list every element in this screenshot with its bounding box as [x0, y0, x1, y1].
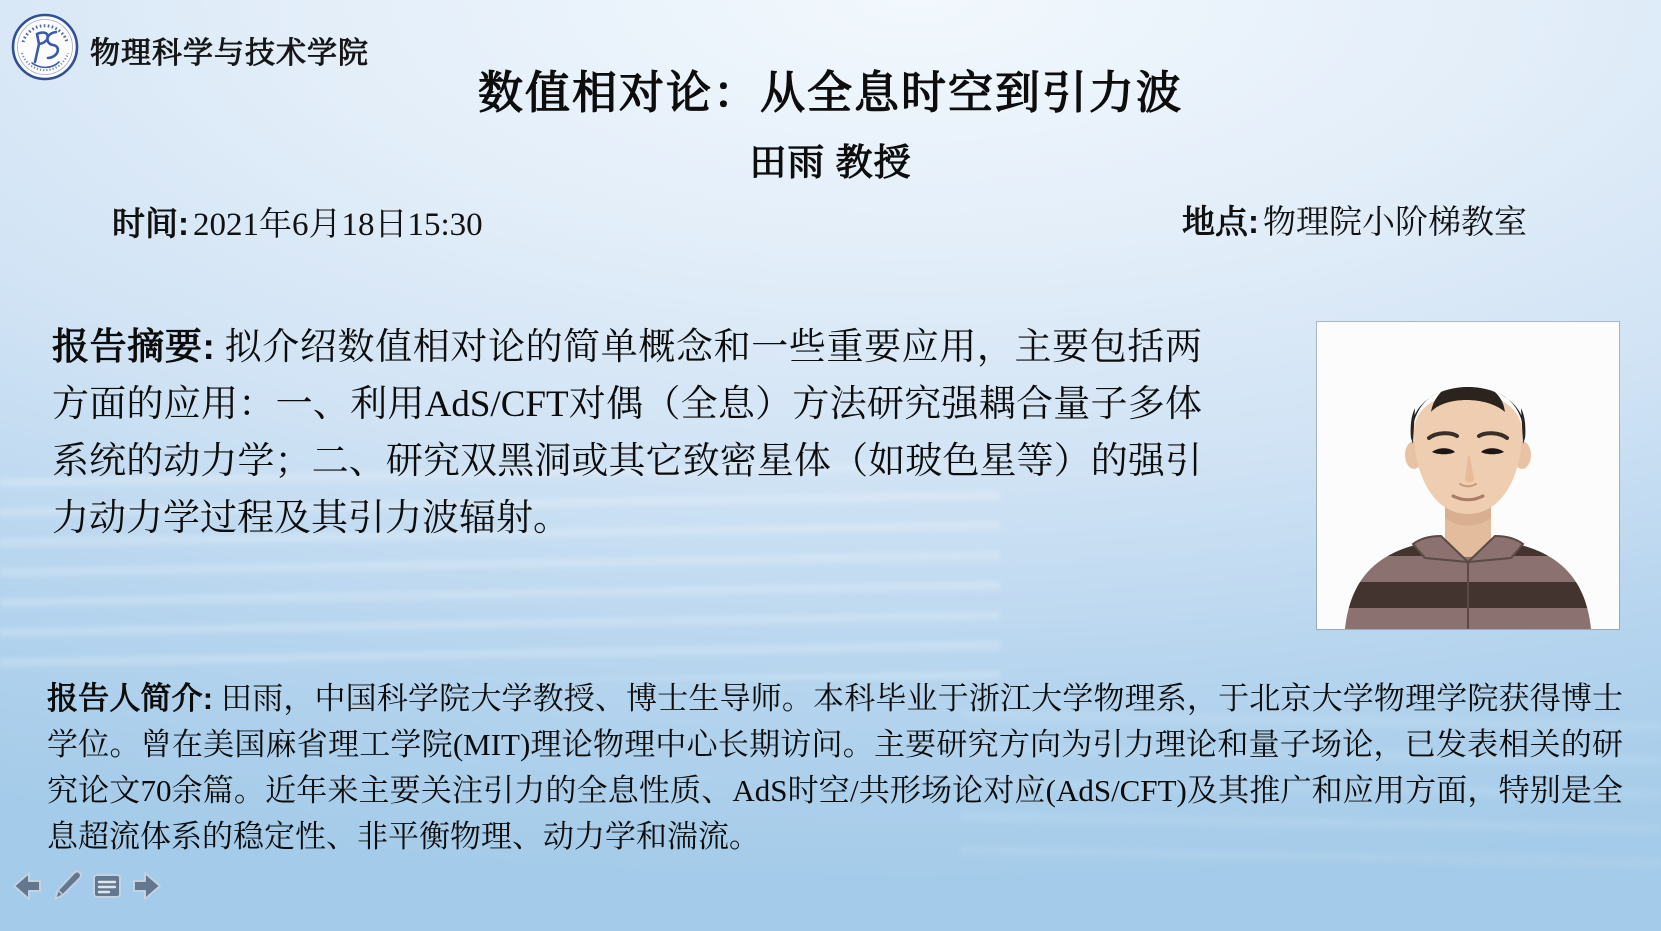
slideshow-nav-controls — [8, 866, 166, 906]
pen-annotate-button[interactable] — [48, 866, 86, 906]
slide-menu-button[interactable] — [88, 866, 126, 906]
previous-slide-button[interactable] — [8, 866, 46, 906]
time-label: 时间: — [112, 205, 189, 242]
time-value: 2021年6月18日15:30 — [193, 207, 483, 243]
abstract-label: 报告摘要: — [52, 326, 215, 367]
next-slide-button[interactable] — [128, 866, 166, 906]
location-label: 地点: — [1182, 203, 1259, 240]
speaker-portrait-image — [1317, 322, 1619, 629]
previous-arrow-icon — [9, 869, 45, 903]
bio-label: 报告人简介: — [47, 681, 214, 716]
abstract-paragraph — [52, 318, 1202, 547]
talk-title: 数值相对论：从全息时空到引力波 — [477, 68, 1183, 118]
bio-text: 田雨，中国科学院大学教授、博士生导师。本科毕业于浙江大学物理系，于北京大学物理学院获得博士学位。曾在美国麻省理工学院(MIT)理论物理中心长期访问。主要研究方向为引力理论和量子场论，已发表相关的研究论文70余篇。近年来主要关注引力的全息性质、AdS时空/共形场论对应(AdS/CFT)及其推广和应用方面，特别是全息超流体系的稳定性、非平衡物理、动力学和湍流。 — [47, 681, 1624, 854]
org-name: 物理科学与技术学院 — [90, 37, 369, 70]
speaker-photo — [1317, 322, 1619, 629]
next-arrow-icon — [129, 869, 165, 903]
abstract-text: 拟介绍数值相对论的简单概念和一些重要应用，主要包括两方面的应用：一、利用AdS/CFT对偶（全息）方法研究强耦合量子多体系统的动力学；二、研究双黑洞或其它致密星体（如玻色星等）的强引力动力学过程及其引力波辐射。 — [52, 327, 1203, 539]
location-value: 物理院小阶梯教室 — [1263, 205, 1527, 241]
slides-menu-icon — [89, 869, 125, 903]
speaker-name: 田雨 教授 — [749, 143, 912, 184]
time-info — [112, 198, 483, 245]
bio-paragraph — [47, 676, 1623, 860]
location-info — [1182, 196, 1527, 243]
pen-icon — [49, 869, 85, 903]
